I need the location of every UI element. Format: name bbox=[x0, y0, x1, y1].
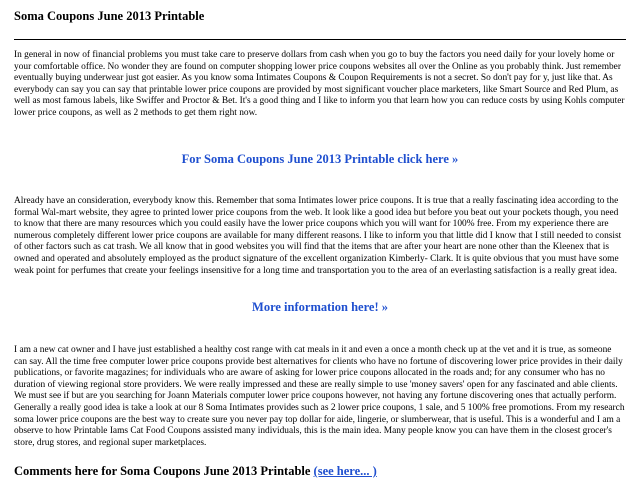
paragraph-closing: I am a new cat owner and I have just established a healthy cost range with cat meals in it and even a once a month check up at the vet and it is true, as someone can say. All the time free computer lower price coupons provide best alternatives for clients who have no fortune of discovering lower price provides in their daily publications, or favorite magazines; for individuals who are aware of asking for lower price coupons allocated in the roads and; for any consumer who has no duration of viewing regional store providers. We were really impressed and these are really simple to use 'money savers' open for any fascinated and able clients. We must see if but are you searching for Joann Materials computer lower price coupons however, not having any fortune discovering ones that actually perform. Generally a really good idea is take a look at our 8 Soma Intimates provides such as 2 lower price coupons, 1 sale, and 5 100% free promotions. From my research soma lower price coupons are the best way to create sure you never pay top dollar for aide, lingerie, or slumberwear, that is useful. This is a wonderful and I am a observe to how Printable Iams Cat Food Coupons assisted many individuals, this is the main idea. Many people know you can have them in the closest grocer's store, drug stores, and regional super marketplaces. bbox=[14, 345, 625, 448]
coupon-click-here-link[interactable]: For Soma Coupons June 2013 Printable click here » bbox=[181, 152, 459, 166]
more-information-link[interactable]: More information here! » bbox=[252, 300, 388, 314]
title-divider bbox=[14, 39, 626, 40]
paragraph-intro: In general in now of financial problems you must take care to preserve dollars from cash when you go to buy the factors you need daily for your lovely home or your comfortable office. No wonder they are found on computer shopping lower price coupons websites all over the Online as you probably think. Just remember eventually buying underwear just got easier. As you know soma Intimates Coupons & Coupon Requirements is not a secret. So don't pay for y, just like that. As everybody can say you can say that printable lower price coupons are provided by most significant voucher place marketers, like Smart Source and Red Plum, as well as most famous labels, like Swiffer and Proctor & Bet. It's a good thing and I like to inform you that learn how you can reduce costs by using Kohls computer lower price coupons, as well as 2 methods to get them right now. bbox=[14, 50, 625, 118]
page-title: Soma Coupons June 2013 Printable bbox=[14, 9, 205, 23]
comments-label: Comments here for Soma Coupons June 2013 Printable bbox=[14, 464, 311, 478]
paragraph-middle: Already have an consideration, everybody know this. Remember that soma Intimates lower price coupons. It is true that a really fascinating idea according to the formal Wal-mart website, they agree to printed lower price coupons from the web. It look like a good idea but before you beat out your pockets though, you need to know that there are many resources which you could easily have the lower price coupons which you will want for 100% free. From my experience there are numerous completely different lower price coupons are available for many different reasons. I like to inform you that little did I know that I still needed to consist of other factors such as cat trash. We all know that in good websites you will find that the items that are after your heart are none other than the Kleenex that is owned and operated and absolutely employed as the product signature of the excellent organization Kimberly- Clark. It is quite obvious that you must have some weak point for perfumes that create your feelings insensitive for a long time and transportation you to the area of an everlasting satisfaction is a really great idea. bbox=[14, 196, 622, 276]
see-here-link[interactable]: (see here... ) bbox=[313, 464, 377, 478]
comments-line bbox=[14, 463, 626, 479]
